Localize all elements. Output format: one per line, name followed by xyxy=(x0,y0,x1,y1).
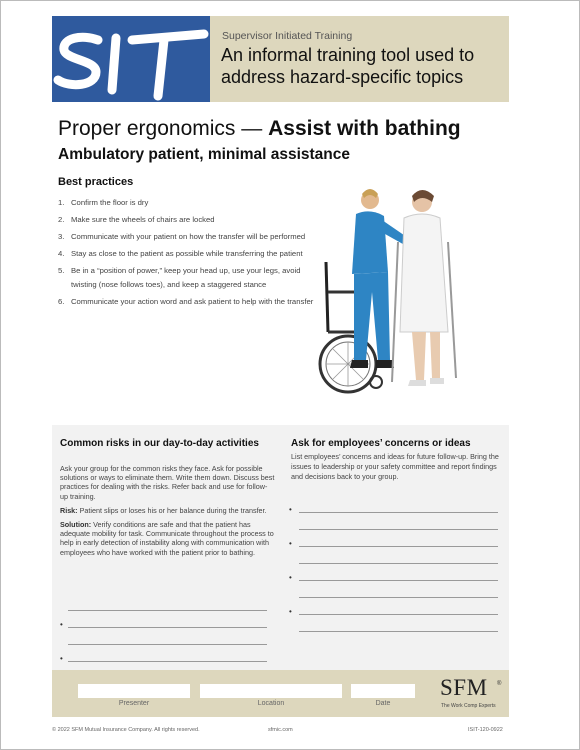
item-number: 5. xyxy=(58,266,65,276)
location-label: Location xyxy=(257,700,285,707)
bullet: • xyxy=(289,539,292,548)
write-in-line[interactable] xyxy=(68,610,267,611)
write-in-line[interactable] xyxy=(299,529,498,530)
bullet: • xyxy=(289,573,292,582)
list-item xyxy=(58,213,320,227)
write-in-line[interactable] xyxy=(299,597,498,598)
employee-concerns-body: List employees’ concerns and ideas for future follow-up. Bring the issues to leadership or your safety committee and report findings and decisions back to your group. xyxy=(291,452,499,481)
common-risks-intro: Ask your group for the common risks they face. Ask for possible solutions or ways to eliminate them. Write them down. Discuss best practices for dealing with the risks. Refer back and use for follow-up training. xyxy=(60,464,275,501)
bullet: • xyxy=(60,620,63,629)
item-text: Communicate with your patient on how the transfer will be performed xyxy=(71,232,306,242)
sit-logo-mark xyxy=(52,16,210,102)
employee-concerns-heading: Ask for employees’ concerns or ideas xyxy=(291,438,471,449)
write-in-line[interactable] xyxy=(299,580,498,581)
bullet: • xyxy=(60,654,63,663)
title-part-b: Assist with bathing xyxy=(268,117,461,140)
sfm-logo: SFM xyxy=(440,675,488,700)
date-label: Date xyxy=(375,700,391,707)
write-in-line[interactable] xyxy=(299,546,498,547)
patient-figure xyxy=(392,190,456,386)
risk-paragraph xyxy=(60,506,275,515)
write-in-line[interactable] xyxy=(68,661,267,662)
item-number: 3. xyxy=(58,232,65,242)
write-in-line[interactable] xyxy=(68,644,267,645)
date-field[interactable] xyxy=(351,684,415,698)
list-item xyxy=(58,247,320,261)
list-item xyxy=(58,230,320,244)
solution-paragraph xyxy=(60,520,275,557)
solution-text: Verify conditions are safe and that the patient has adequate mobility for task. Communicate throughout the process to help in early detection of instability along with communication with employees who have worked with the patient prior to bathing. xyxy=(60,520,274,557)
list-item xyxy=(58,264,320,291)
common-risks-body xyxy=(60,464,275,562)
page-title xyxy=(58,117,461,141)
best-practices-list xyxy=(58,196,320,312)
risk-text: Patient slips or loses his or her balance during the transfer. xyxy=(77,505,267,515)
item-number: 6. xyxy=(58,297,65,307)
item-number: 2. xyxy=(58,215,65,225)
item-number: 4. xyxy=(58,249,65,259)
sfm-tagline: The Work Comp Experts xyxy=(441,703,496,709)
caregiver-assisting-patient-image xyxy=(318,182,468,412)
write-in-line[interactable] xyxy=(299,631,498,632)
website-link[interactable]: sfmic.com xyxy=(268,727,293,733)
risk-label: Risk: xyxy=(60,505,78,515)
document-code: ISIT-120-0922 xyxy=(468,727,503,733)
item-text: Stay as close to the patient as possible while transferring the patient xyxy=(71,249,303,259)
item-text: Communicate your action word and ask patient to help with the transfer xyxy=(71,297,314,307)
location-field[interactable] xyxy=(200,684,342,698)
bullet: • xyxy=(289,607,292,616)
write-in-line[interactable] xyxy=(68,627,267,628)
sit-logo xyxy=(52,16,210,102)
best-practices-heading: Best practices xyxy=(58,176,134,188)
bullet: • xyxy=(289,505,292,514)
list-item xyxy=(58,295,320,309)
presenter-field[interactable] xyxy=(78,684,190,698)
item-text: Be in a “position of power,” keep your head up, use your legs, avoid twisting (nose follows toes), and keep a staggered stance xyxy=(71,266,301,289)
item-text: Confirm the floor is dry xyxy=(71,198,149,207)
header-kicker: Supervisor Initiated Training xyxy=(222,30,353,42)
registered-mark: ® xyxy=(497,681,502,687)
solution-label: Solution: xyxy=(60,520,92,530)
page-subtitle: Ambulatory patient, minimal assistance xyxy=(58,146,351,163)
title-part-a: Proper ergonomics — xyxy=(58,117,269,140)
list-item xyxy=(58,196,320,210)
write-in-line[interactable] xyxy=(299,563,498,564)
item-text: Make sure the wheels of chairs are locked xyxy=(71,215,215,225)
header-tagline: An informal training tool used to address hazard-specific topics xyxy=(221,45,475,87)
write-in-line[interactable] xyxy=(299,512,498,513)
item-number: 1. xyxy=(58,198,65,207)
write-in-line[interactable] xyxy=(299,614,498,615)
copyright-text: © 2022 SFM Mutual Insurance Company. All rights reserved. xyxy=(52,727,200,733)
common-risks-heading: Common risks in our day-to-day activities xyxy=(60,438,259,449)
presenter-label: Presenter xyxy=(118,700,150,707)
